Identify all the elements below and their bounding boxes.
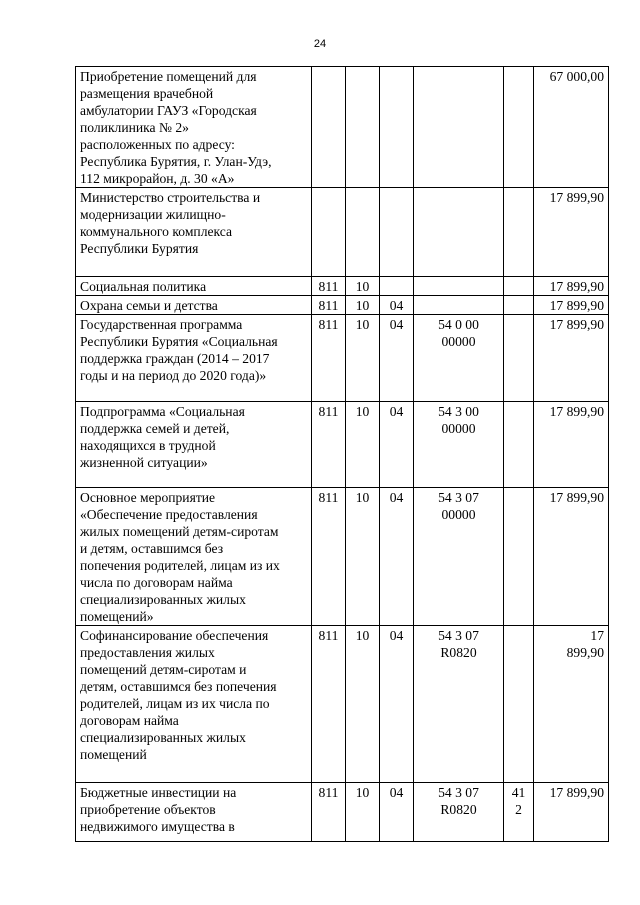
row-subsection: 04 <box>380 783 414 842</box>
row-expense-type <box>504 488 534 626</box>
table-row <box>76 67 609 188</box>
table-row <box>76 296 609 315</box>
row-name: Основное мероприятие «Обеспечение предоставления жилых помещений детям-сиротам и детям, оставшимся без попечения родителей, лицам из их числа по договорам найма специализированных жилых помещений» <box>76 488 312 626</box>
row-name: Подпрограмма «Социальная поддержка семей и детей, находящихся в трудной жизненной ситуации» <box>76 402 312 488</box>
row-expense-type: 41 2 <box>504 783 534 842</box>
row-name: Государственная программа Республики Бурятия «Социальная поддержка граждан (2014 – 2017 годы и на период до 2020 года)» <box>76 315 312 402</box>
row-subsection: 04 <box>380 488 414 626</box>
row-name: Софинансирование обеспечения предоставления жилых помещений детям-сиротам и детям, оставшимся без попечения родителей, лицам из их числа по договорам найма специализированных жилых помещений <box>76 626 312 783</box>
table-row <box>76 188 609 277</box>
row-sum: 67 000,00 <box>534 67 609 188</box>
row-sum: 17 899,90 <box>534 488 609 626</box>
row-section <box>346 67 380 188</box>
row-subsection <box>380 188 414 277</box>
row-subsection: 04 <box>380 315 414 402</box>
row-sum: 17 899,90 <box>534 783 609 842</box>
table-row <box>76 315 609 402</box>
row-expense-type <box>504 277 534 296</box>
row-sum: 17 899,90 <box>534 296 609 315</box>
table-row <box>76 783 609 842</box>
row-subsection: 04 <box>380 402 414 488</box>
row-section: 10 <box>346 277 380 296</box>
row-sum: 17 899,90 <box>534 188 609 277</box>
row-name: Министерство строительства и модернизации жилищно- коммунального комплекса Республики Бурятия <box>76 188 312 277</box>
row-target-article: 54 3 00 00000 <box>414 402 504 488</box>
row-expense-type <box>504 67 534 188</box>
row-target-article <box>414 296 504 315</box>
row-sum: 17 899,90 <box>534 315 609 402</box>
row-sum: 17 899,90 <box>534 626 609 783</box>
row-code: 811 <box>312 783 346 842</box>
table-row <box>76 402 609 488</box>
row-target-article: 54 3 07 R0820 <box>414 783 504 842</box>
row-sum: 17 899,90 <box>534 277 609 296</box>
row-code: 811 <box>312 296 346 315</box>
budget-table <box>75 66 609 842</box>
row-subsection <box>380 67 414 188</box>
row-target-article: 54 0 00 00000 <box>414 315 504 402</box>
row-target-article <box>414 188 504 277</box>
row-expense-type <box>504 296 534 315</box>
row-name: Бюджетные инвестиции на приобретение объектов недвижимого имущества в <box>76 783 312 842</box>
row-section: 10 <box>346 402 380 488</box>
row-code: 811 <box>312 315 346 402</box>
row-code: 811 <box>312 402 346 488</box>
row-section: 10 <box>346 488 380 626</box>
row-name: Социальная политика <box>76 277 312 296</box>
table-row <box>76 626 609 783</box>
row-sum: 17 899,90 <box>534 402 609 488</box>
row-subsection: 04 <box>380 626 414 783</box>
row-target-article <box>414 67 504 188</box>
row-section: 10 <box>346 626 380 783</box>
row-expense-type <box>504 188 534 277</box>
row-target-article: 54 3 07 00000 <box>414 488 504 626</box>
row-section <box>346 188 380 277</box>
row-expense-type <box>504 402 534 488</box>
row-code: 811 <box>312 277 346 296</box>
table-row <box>76 488 609 626</box>
row-code <box>312 188 346 277</box>
row-subsection <box>380 277 414 296</box>
row-section: 10 <box>346 783 380 842</box>
row-name: Приобретение помещений для размещения врачебной амбулатории ГАУЗ «Городская поликлиника № 2» расположенных по адресу: Республика Бурятия, г. Улан-Удэ, 112 микрорайон, д. 30 «А» <box>76 67 312 188</box>
row-section: 10 <box>346 315 380 402</box>
table-row <box>76 277 609 296</box>
row-section: 10 <box>346 296 380 315</box>
row-expense-type <box>504 315 534 402</box>
row-target-article: 54 3 07 R0820 <box>414 626 504 783</box>
row-subsection: 04 <box>380 296 414 315</box>
page-number: 24 <box>313 38 327 50</box>
row-code <box>312 67 346 188</box>
row-code: 811 <box>312 488 346 626</box>
row-code: 811 <box>312 626 346 783</box>
row-expense-type <box>504 626 534 783</box>
row-name: Охрана семьи и детства <box>76 296 312 315</box>
row-target-article <box>414 277 504 296</box>
